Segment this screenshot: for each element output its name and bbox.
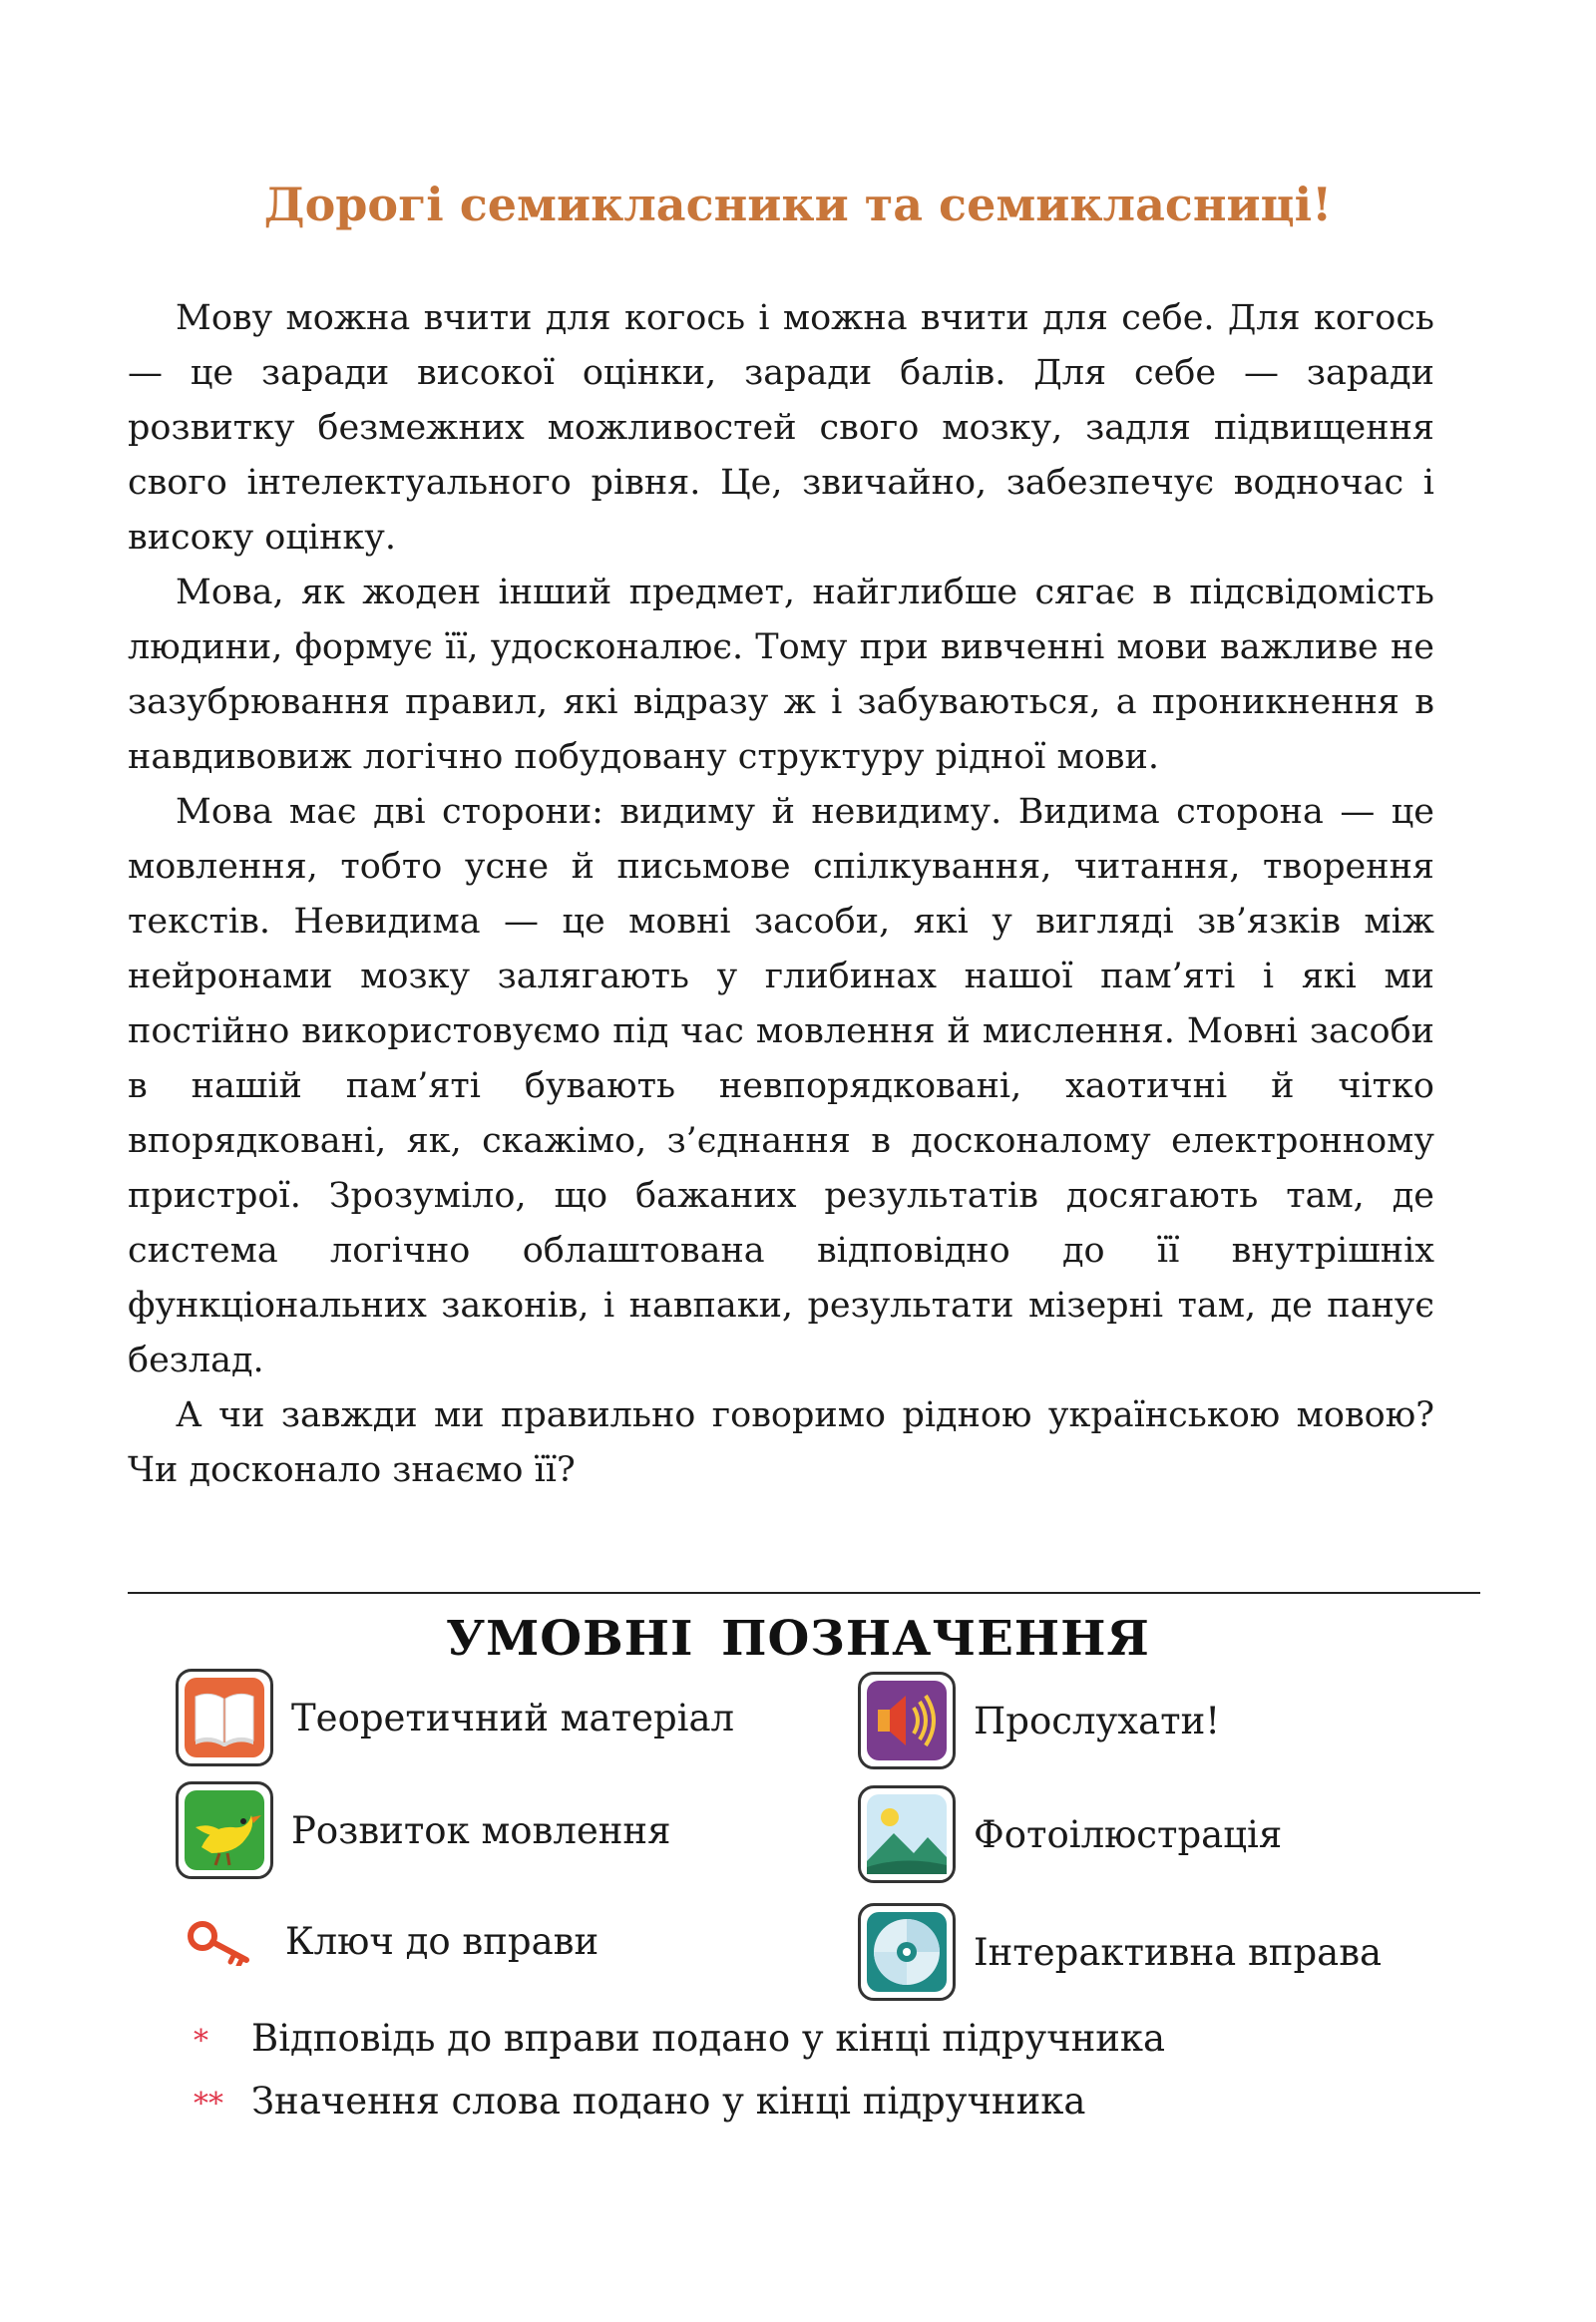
note-text: Значення слова подано у кінці підручника (251, 2080, 1086, 2123)
paragraph-4: А чи завжди ми правильно говоримо рідною українською мовою? Чи досконало знаємо її? (128, 1395, 1434, 1490)
asterisk-mark: * (194, 2024, 208, 2059)
legend-item-speech (176, 1781, 670, 1879)
note-answer (194, 2017, 1165, 2060)
disc-icon (858, 1903, 956, 2001)
legend-item-listen (858, 1672, 1220, 1769)
legend-label: Фотоілюстрація (974, 1812, 1283, 1856)
asterisk-mark: ** (194, 2087, 223, 2122)
legend-label: Інтерактивна вправа (974, 1930, 1383, 1974)
paragraph-1: Мову можна вчити для когось і можна вчити для себе. Для когось — це заради високої оцінки, заради балів. Для себе — заради розвитку безмежних можливостей свого мозку, задля підвищення свого інтелектуального рівня. Це, звичайно, забезпечує водночас і високу оцінку. (128, 298, 1434, 558)
section-divider (128, 1592, 1480, 1594)
speaker-icon (858, 1672, 956, 1769)
legend-item-photo (858, 1785, 1282, 1883)
note-word-meaning (194, 2080, 1085, 2123)
bird-icon (176, 1781, 273, 1879)
legend-label: Прослухати! (974, 1699, 1221, 1742)
legend-title: УМОВНІ ПОЗНАЧЕННЯ (446, 1611, 1150, 1667)
note-text: Відповідь до вправи подано у кінці підручника (251, 2017, 1166, 2060)
paragraph-2: Мова, як жоден інший предмет, найглибше сягає в підсвідомість людини, формує її, удосконалює. Тому при вивченні мови важливе не зазубрювання правил, які відразу ж і забуваються, а проникнення в навдивовиж логічно побудовану структуру рідної мови. (128, 573, 1434, 777)
key-icon (176, 1911, 267, 1971)
legend-item-key (176, 1911, 598, 1971)
intro-text (128, 291, 1434, 1498)
book-icon (176, 1669, 273, 1766)
page-title: Дорогі семикласники та семикласниці! (263, 178, 1333, 231)
legend-label: Розвиток мовлення (291, 1808, 671, 1852)
paragraph-3: Мова має дві сторони: видиму й невидиму. Видима сторона — це мовлення, тобто усне й письмове спілкування, читання, творення текстів. Невидима — це мовні засоби, які у вигляді зв’язків між нейронами мозку залягають у глибинах нашої пам’яті і які ми постійно використовуємо під час мовлення й мислення. Мовні засоби в нашій пам’яті бувають невпорядковані, хаотичні й чітко впорядковані, як, скажімо, з’єднання в досконалому електронному пристрої. Зрозуміло, що бажаних результатів досягають там, де система логічно облаштована відповідно до її внутрішніх функціональних законів, і навпаки, результати мізерні там, де панує безлад. (128, 792, 1434, 1380)
legend-label: Ключ до вправи (285, 1919, 599, 1963)
legend-item-interactive (858, 1903, 1382, 2001)
legend-item-theory (176, 1669, 734, 1766)
landscape-photo-icon (858, 1785, 956, 1883)
legend-label: Теоретичний матеріал (291, 1696, 735, 1740)
